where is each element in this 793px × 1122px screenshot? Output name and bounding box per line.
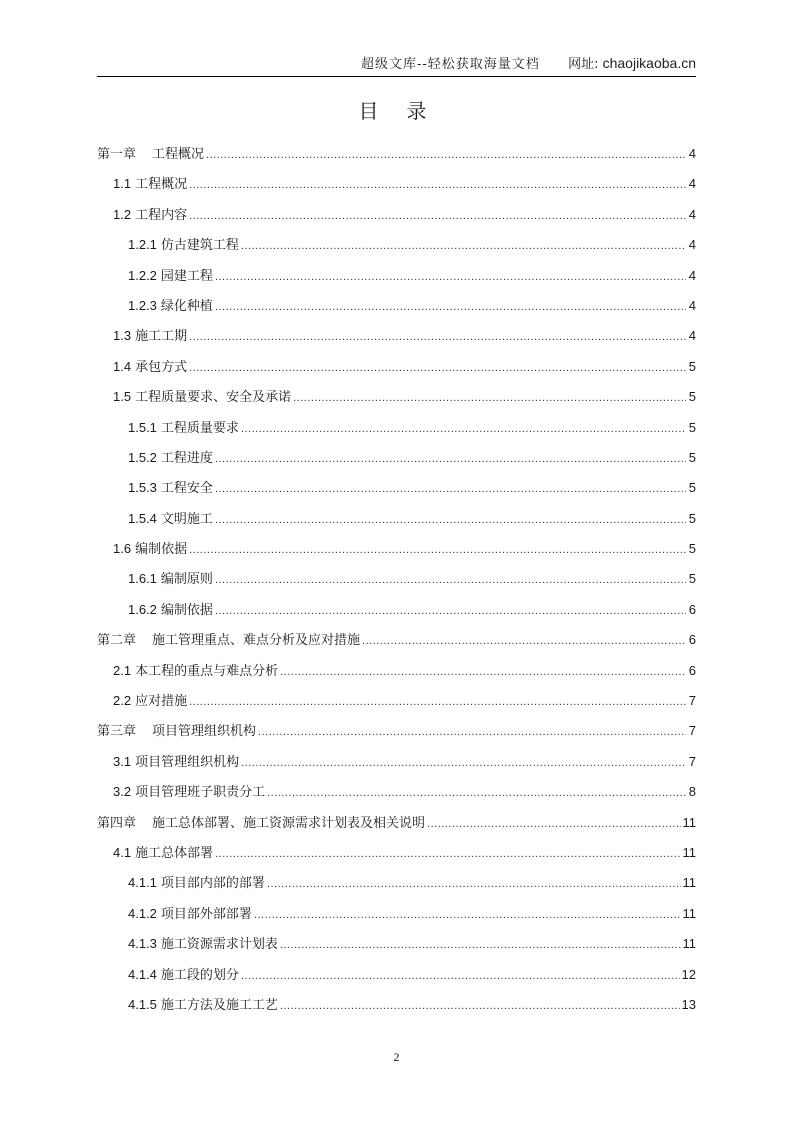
toc-entry-page: 5 — [688, 541, 696, 557]
toc-entry-number: 第二章 — [97, 633, 137, 649]
toc-entry-page: 13 — [681, 996, 696, 1012]
toc-entry[interactable] — [97, 747, 696, 777]
toc-dot-leader — [241, 961, 680, 991]
toc-entry-number: 4.1.2 — [128, 905, 157, 921]
toc-entry-number: 1.4 — [113, 358, 132, 374]
toc-dot-leader — [189, 687, 686, 717]
toc-entry[interactable] — [97, 291, 696, 321]
header-url[interactable]: chaojikaoba.cn — [602, 55, 696, 71]
header-site-name: 超级文库--轻松获取海量文档 — [360, 57, 540, 72]
toc-entry-label: 项目部内部的部署 — [160, 876, 265, 892]
toc-entry[interactable] — [97, 534, 696, 564]
toc-entry-label: 工程内容 — [135, 207, 188, 223]
toc-dot-leader — [267, 869, 681, 899]
toc-entry-label: 园建工程 — [160, 268, 213, 284]
toc-entry-label: 工程安全 — [160, 481, 213, 497]
toc-entry-label: 绿化种植 — [160, 298, 213, 314]
toc-dot-leader — [215, 262, 686, 292]
toc-entry-number: 1.6.1 — [128, 571, 157, 587]
page-header — [97, 52, 696, 77]
page-number: 2 — [393, 1050, 400, 1064]
toc-entry[interactable] — [97, 200, 696, 230]
toc-dot-leader — [427, 809, 680, 839]
toc-entry-label: 工程质量要求 — [160, 420, 239, 436]
toc-entry-number: 第三章 — [97, 724, 137, 740]
toc-dot-leader — [241, 748, 686, 778]
toc-dot-leader — [215, 292, 686, 322]
toc-entry-page: 11 — [682, 814, 696, 830]
toc-entry-number: 1.5.2 — [128, 449, 157, 465]
toc-entry-page: 5 — [688, 389, 696, 405]
toc-entry-number: 1.5.3 — [128, 480, 157, 496]
toc-entry-page: 8 — [688, 784, 696, 800]
toc-entry-page: 11 — [682, 844, 696, 860]
toc-entry-label: 工程质量要求、安全及承诺 — [135, 390, 292, 406]
toc-entry-page: 12 — [681, 966, 696, 982]
toc-entry[interactable] — [97, 473, 696, 503]
toc-entry-page: 7 — [688, 723, 696, 739]
toc-entry-page: 4 — [688, 267, 696, 283]
toc-entry-label: 工程概况 — [152, 147, 205, 162]
toc-dot-leader — [293, 383, 686, 413]
toc-dot-leader — [215, 444, 686, 474]
toc-entry-number: 4.1.1 — [128, 875, 157, 891]
toc-entry[interactable] — [97, 838, 696, 868]
toc-entry-number: 第一章 — [97, 147, 137, 162]
toc-entry-page: 6 — [688, 662, 696, 678]
toc-title: 目录 — [358, 99, 455, 123]
toc-entry[interactable] — [97, 625, 696, 655]
toc-entry-number: 1.5.4 — [128, 510, 157, 526]
toc-dot-leader — [215, 505, 686, 535]
toc-entry-number: 1.2.3 — [128, 297, 157, 313]
toc-entry-page: 6 — [688, 601, 696, 617]
toc-entry[interactable] — [97, 899, 696, 929]
toc-entry-label: 承包方式 — [135, 359, 188, 375]
toc-entry-page: 5 — [688, 480, 696, 496]
toc-entry-label: 编制原则 — [160, 572, 213, 588]
toc-dot-leader — [215, 474, 686, 504]
toc-entry-number: 第四章 — [97, 815, 137, 831]
toc-entry-label: 项目管理组织机构 — [152, 724, 257, 740]
toc-dot-leader — [280, 657, 686, 687]
toc-entry-number: 1.2 — [113, 206, 132, 222]
toc-entry-label: 施工管理重点、难点分析及应对措施 — [152, 633, 361, 649]
toc-entry-number: 4.1 — [113, 844, 132, 860]
header-url-label: 网址: — [568, 57, 599, 72]
toc-entry-page: 5 — [688, 571, 696, 587]
toc-dot-leader — [267, 778, 686, 808]
toc-entry-number: 1.6 — [113, 541, 132, 557]
toc-entry-number: 1.2.2 — [128, 267, 157, 283]
toc-entry[interactable] — [97, 504, 696, 534]
toc-entry-page: 4 — [688, 328, 696, 344]
toc-entry-number: 2.1 — [113, 662, 132, 678]
toc-entry-page: 5 — [688, 510, 696, 526]
toc-entry-label: 施工资源需求计划表 — [160, 937, 278, 953]
toc-dot-leader — [280, 991, 680, 1021]
toc-entry-page: 11 — [682, 875, 696, 891]
toc-entry-number: 3.1 — [113, 753, 132, 769]
toc-entry-number: 4.1.4 — [128, 966, 157, 982]
toc-dot-leader — [241, 231, 686, 261]
toc-dot-leader — [241, 414, 686, 444]
toc-entry-label: 仿古建筑工程 — [160, 238, 239, 254]
toc-dot-leader — [215, 565, 686, 595]
toc-entry-page: 4 — [688, 176, 696, 192]
toc-entry-page: 4 — [688, 146, 696, 161]
toc-entry-label: 工程进度 — [160, 450, 213, 466]
toc-entry-number: 1.5 — [113, 389, 132, 405]
toc-dot-leader — [215, 839, 680, 869]
toc-entry[interactable] — [97, 413, 696, 443]
toc-entry-label: 项目管理班子职责分工 — [135, 785, 266, 801]
toc-entry[interactable] — [97, 443, 696, 473]
toc-entry[interactable] — [97, 686, 696, 716]
toc-entry-label: 编制依据 — [135, 542, 188, 558]
toc-entry[interactable] — [97, 990, 696, 1020]
toc-entry[interactable] — [97, 564, 696, 594]
toc-entry-number: 4.1.5 — [128, 996, 157, 1012]
toc-entry[interactable] — [97, 169, 696, 199]
toc-entry-number: 1.6.2 — [128, 601, 157, 617]
toc-dot-leader — [280, 930, 681, 960]
toc-entry[interactable] — [97, 352, 696, 382]
toc-entry-label: 项目管理组织机构 — [135, 754, 240, 770]
toc-entry[interactable] — [97, 929, 696, 959]
toc-entry[interactable] — [97, 868, 696, 898]
toc-entry[interactable] — [97, 139, 696, 169]
toc-dot-leader — [189, 170, 686, 200]
toc-entry[interactable] — [97, 777, 696, 807]
table-of-contents — [97, 139, 696, 1020]
toc-entry-label: 编制依据 — [160, 602, 213, 618]
toc-entry-number: 1.5.1 — [128, 419, 157, 435]
toc-entry-label: 施工工期 — [135, 329, 188, 345]
toc-entry-number: 2.2 — [113, 693, 132, 709]
toc-entry[interactable] — [97, 595, 696, 625]
toc-entry-page: 4 — [688, 206, 696, 222]
toc-entry-number: 3.2 — [113, 784, 132, 800]
toc-dot-leader — [189, 353, 686, 383]
toc-entry[interactable] — [97, 261, 696, 291]
toc-entry[interactable] — [97, 808, 696, 838]
toc-entry[interactable] — [97, 321, 696, 351]
toc-entry-label: 本工程的重点与难点分析 — [135, 663, 279, 679]
toc-entry-label: 施工方法及施工工艺 — [160, 997, 278, 1013]
toc-entry-label: 施工总体部署、施工资源需求计划表及相关说明 — [152, 815, 426, 831]
toc-entry-page: 7 — [688, 753, 696, 769]
toc-entry-label: 应对措施 — [135, 694, 188, 710]
toc-entry-page: 5 — [688, 358, 696, 374]
toc-entry-number: 1.3 — [113, 328, 132, 344]
toc-entry-label: 施工总体部署 — [135, 845, 214, 861]
toc-entry-page: 4 — [688, 237, 696, 253]
toc-entry-page: 11 — [682, 936, 696, 952]
toc-dot-leader — [189, 201, 686, 231]
toc-entry-number: 1.1 — [113, 176, 132, 192]
toc-dot-leader — [189, 535, 686, 565]
toc-entry-page: 6 — [688, 632, 696, 648]
toc-entry[interactable] — [97, 960, 696, 990]
toc-entry[interactable] — [97, 716, 696, 746]
toc-entry-page: 7 — [688, 693, 696, 709]
toc-entry-page: 4 — [688, 297, 696, 313]
toc-entry-page: 11 — [682, 905, 696, 921]
toc-entry-label: 项目部外部部署 — [160, 906, 252, 922]
toc-entry-label: 文明施工 — [160, 511, 213, 527]
toc-entry[interactable] — [97, 382, 696, 412]
toc-dot-leader — [189, 322, 686, 352]
toc-entry[interactable] — [97, 230, 696, 260]
toc-entry-number: 1.2.1 — [128, 237, 157, 253]
toc-entry[interactable] — [97, 656, 696, 686]
toc-dot-leader — [215, 596, 686, 626]
toc-entry-page: 5 — [688, 419, 696, 435]
toc-dot-leader — [254, 900, 681, 930]
toc-entry-number: 4.1.3 — [128, 936, 157, 952]
toc-dot-leader — [206, 140, 686, 170]
toc-entry-label: 施工段的划分 — [160, 967, 239, 983]
toc-dot-leader — [258, 717, 686, 747]
toc-entry-page: 5 — [688, 449, 696, 465]
toc-entry-label: 工程概况 — [135, 177, 188, 193]
toc-dot-leader — [362, 626, 686, 656]
